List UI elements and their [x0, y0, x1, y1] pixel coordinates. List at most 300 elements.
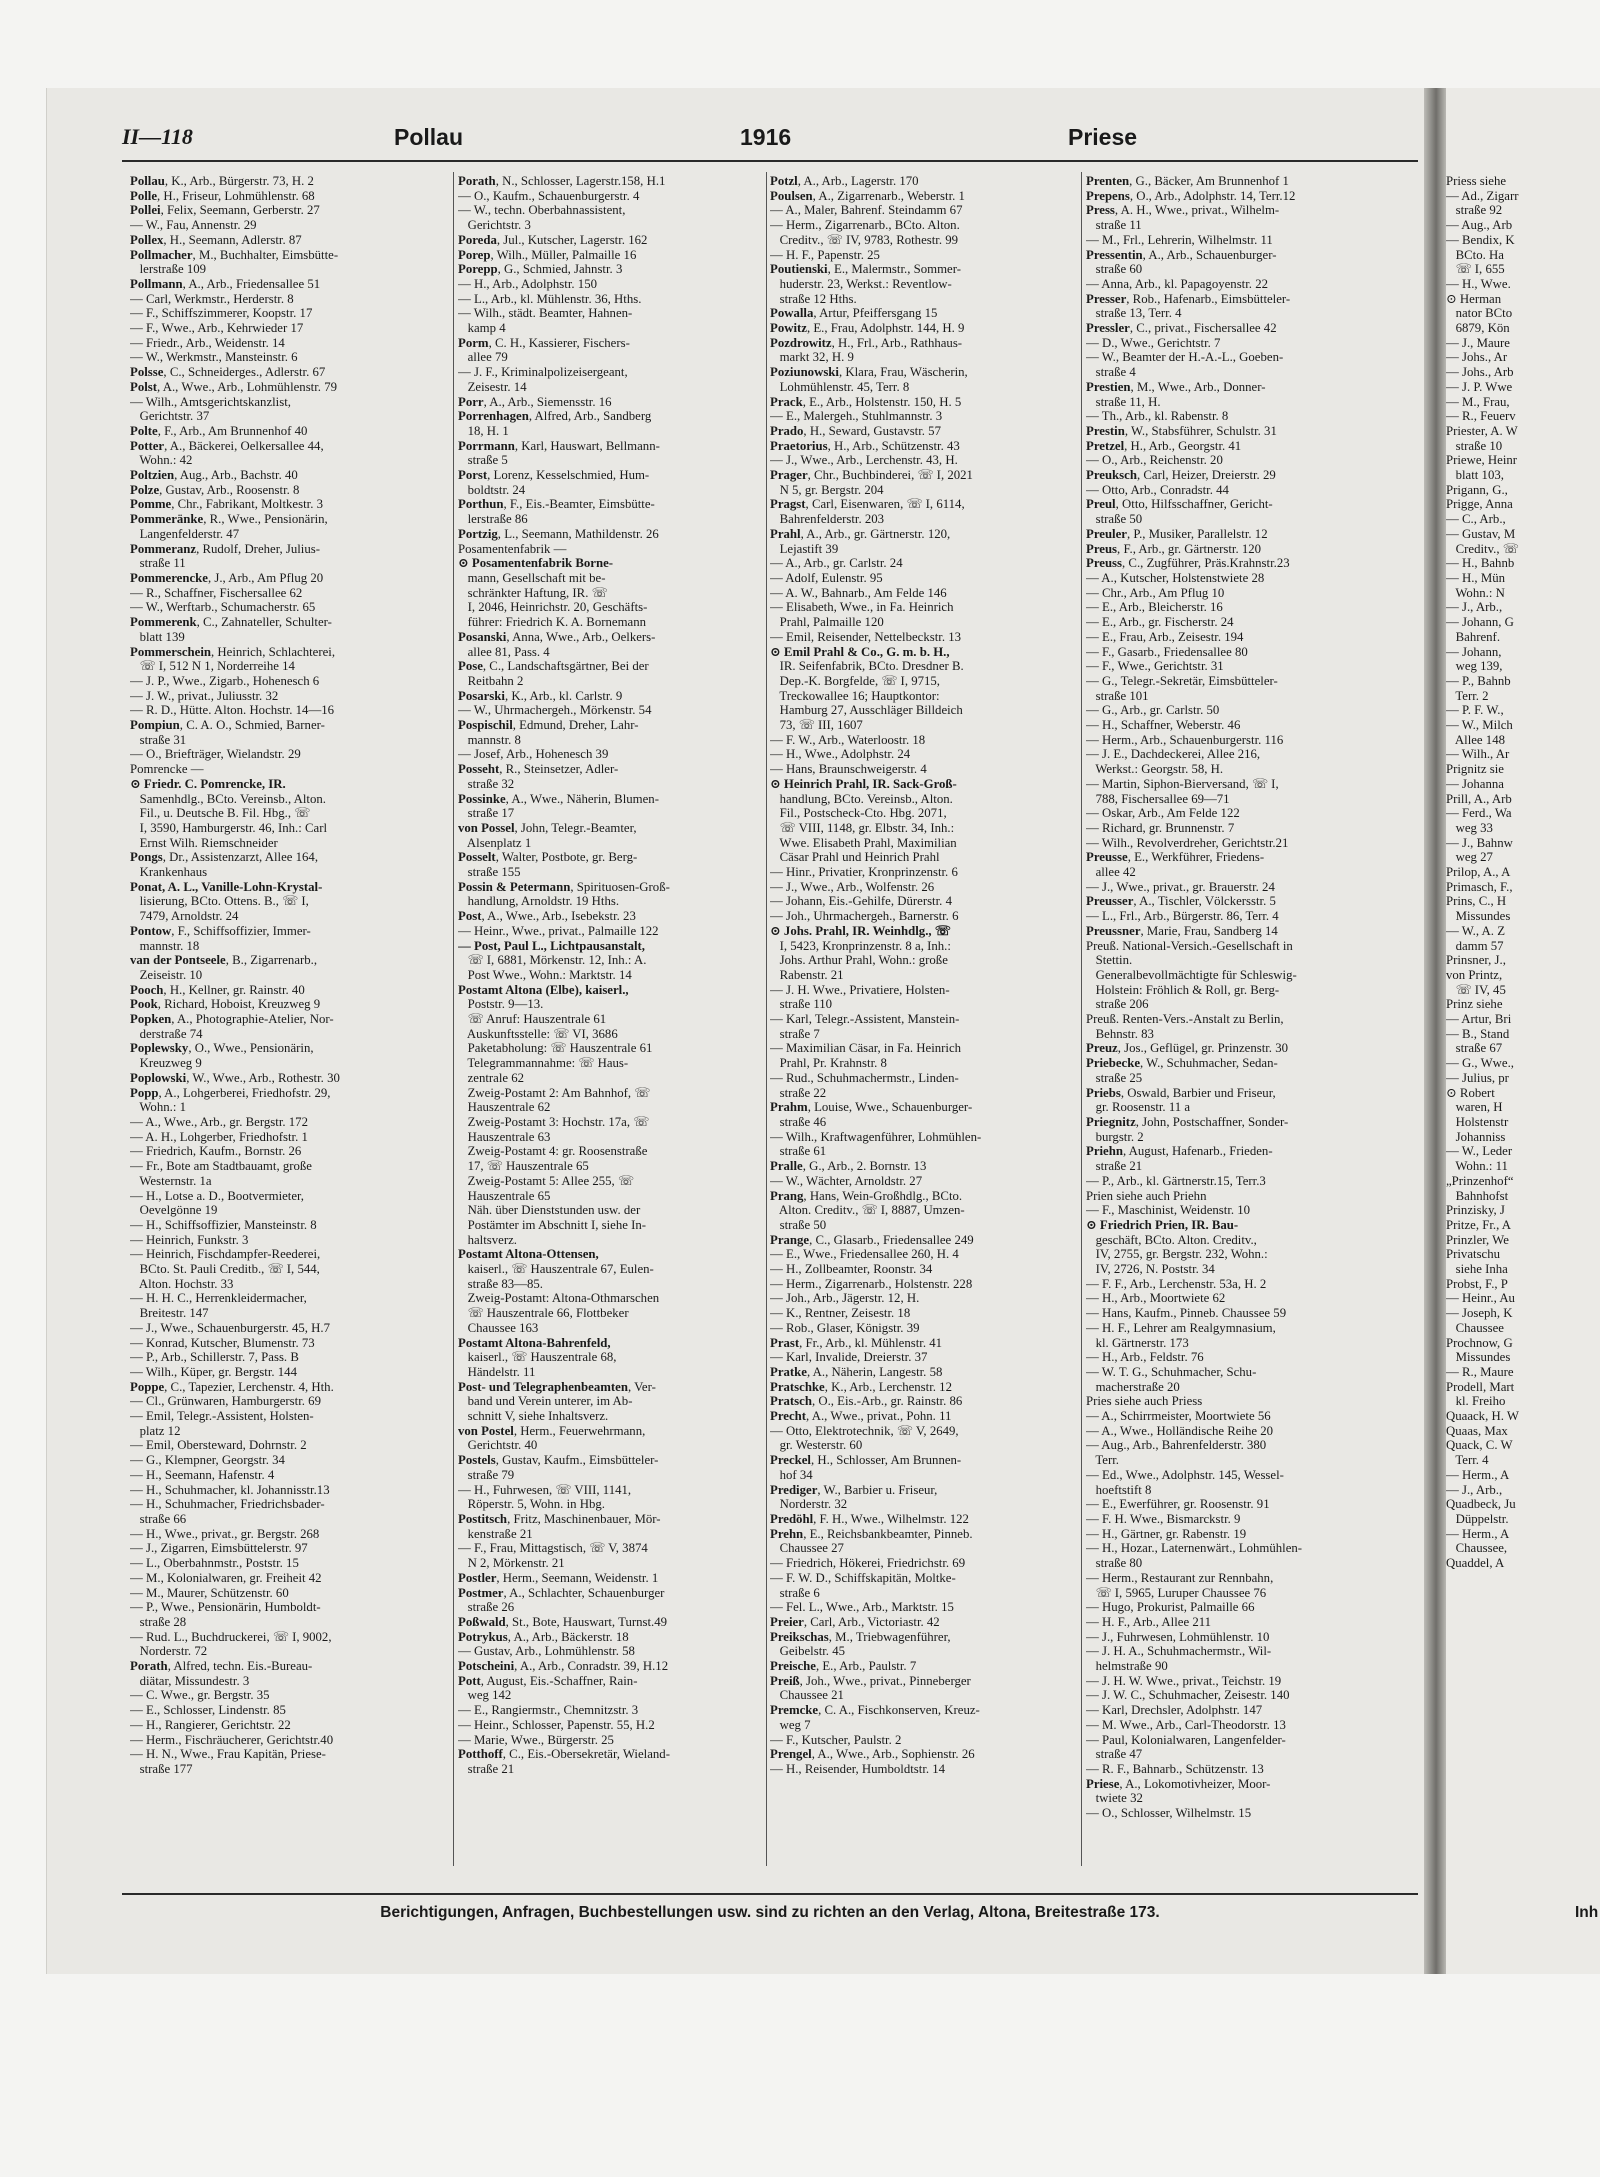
directory-entry: — W., Leder	[1446, 1144, 1513, 1159]
directory-entry: Johanniss	[1446, 1129, 1506, 1144]
directory-entry: straße 155	[458, 865, 521, 880]
directory-entry: — H., Arb., Feldstr. 76	[1086, 1350, 1204, 1365]
directory-entry: — J. E., Dachdeckerei, Allee 216,	[1086, 747, 1261, 762]
directory-entry: Pommerenk, C., Zahnateller, Schulter-	[130, 615, 332, 630]
directory-entry: Pommeranz, Rudolf, Dreher, Julius-	[130, 541, 320, 556]
directory-entry: Röperstr. 5, Wohn. in Hbg.	[458, 1497, 605, 1512]
directory-entry: Polle, H., Friseur, Lohmühlenstr. 68	[130, 188, 315, 203]
directory-entry: Post, A., Wwe., Arb., Isebekstr. 23	[458, 909, 636, 924]
directory-entry: — F. F., Arb., Lerchenstr. 53a, H. 2	[1086, 1276, 1267, 1291]
directory-entry: Zweig-Postamt: Altona-Othmarschen	[458, 1291, 660, 1306]
directory-entry: — R. F., Bahnarb., Schützenstr. 13	[1086, 1761, 1264, 1776]
directory-entry: Postamt Altona (Elbe), kaiserl.,	[458, 982, 629, 997]
directory-entry: — H. F., Papenstr. 25	[770, 247, 880, 262]
column-divider	[453, 172, 454, 1866]
directory-entry: — Ferd., Wa	[1446, 806, 1512, 821]
directory-entry: lerstraße 109	[130, 262, 207, 277]
directory-entry: Praetorius, H., Arb., Schützenstr. 43	[770, 438, 960, 453]
directory-entry: — H. H. C., Herrenkleidermacher,	[130, 1291, 307, 1306]
directory-entry: — F., Frau, Mittagstisch, ☏ V, 3874	[458, 1541, 648, 1556]
directory-entry: Posanski, Anna, Wwe., Arb., Oelkers-	[458, 629, 656, 644]
directory-entry: Wohn.: 1	[130, 1100, 186, 1115]
facing-page-column	[1446, 174, 1599, 1974]
directory-entry: — Johann, Eis.-Gehilfe, Dürerstr. 4	[770, 894, 952, 909]
directory-entry: — J., Wwe., Arb., Wolfenstr. 26	[770, 879, 935, 894]
directory-entry: ⊙ Posamentenfabrik Borne-	[458, 556, 614, 571]
directory-entry: Stettin.	[1086, 953, 1133, 968]
directory-entry: Prinz siehe	[1446, 997, 1503, 1012]
directory-entry: Johs. Arthur Prahl, Wohn.: große	[770, 953, 948, 968]
directory-entry: weg 139,	[1446, 659, 1503, 674]
directory-entry: — Aug., Arb	[1446, 218, 1513, 233]
directory-entry: Düppelstr.	[1446, 1511, 1509, 1526]
directory-entry: Porst, Lorenz, Kesselschmied, Hum-	[458, 468, 650, 483]
directory-entry: Treckowallee 16; Hauptkontor:	[770, 688, 940, 703]
directory-entry: straße 46	[770, 1115, 827, 1129]
directory-entry: Norderstr. 32	[770, 1497, 848, 1512]
directory-entry: — Johs., Ar	[1446, 350, 1508, 365]
directory-entry: Postämter im Abschnitt I, siehe In-	[458, 1217, 647, 1232]
directory-entry: — Hinr., Privatier, Kronprinzenstr. 6	[770, 865, 958, 880]
directory-entry: Creditv., ☏ IV, 9783, Rothestr. 99	[770, 232, 959, 247]
directory-entry: — Wilh., städt. Beamter, Hahnen-	[458, 306, 633, 321]
directory-entry: von Possel, John, Telegr.-Beamter,	[458, 820, 637, 835]
directory-entry: Wwe. Elisabeth Prahl, Maximilian	[770, 835, 957, 850]
directory-entry: — W., Werftarb., Schumacherstr. 65	[130, 600, 316, 615]
directory-entry: Porr, A., Arb., Siemensstr. 16	[458, 394, 612, 409]
directory-entry: — J., Wwe., privat., gr. Brauerstr. 24	[1086, 879, 1275, 894]
directory-entry: Priegnitz, John, Postschaffner, Sonder-	[1086, 1115, 1289, 1129]
directory-entry: Auskunftsstelle: ☏ VI, 3686	[458, 1026, 618, 1041]
directory-entry: Popp, A., Lohgerberei, Friedhofstr. 29,	[130, 1085, 331, 1100]
directory-entry: Händelstr. 11	[458, 1364, 536, 1379]
directory-entry: — W., Uhrmachergeh., Mörkenstr. 54	[458, 703, 652, 718]
directory-entry: Pontow, F., Schiffsoffizier, Immer-	[130, 923, 311, 938]
directory-entry: — P. F. W.,	[1446, 703, 1504, 718]
directory-entry: — G., Telegr.-Sekretär, Eimsbütteler-	[1086, 673, 1278, 688]
directory-entry: kaiserl., ☏ Hauszentrale 67, Eulen-	[458, 1262, 654, 1277]
directory-entry: twiete 32	[1086, 1791, 1143, 1806]
directory-entry: straße 79	[458, 1467, 515, 1482]
directory-entry: Hamburg 27, Ausschläger Billdeich	[770, 703, 963, 718]
directory-entry: Porthun, F., Eis.-Beamter, Eimsbütte-	[458, 497, 655, 512]
directory-entry: straße 4	[1086, 365, 1136, 380]
directory-entry: Porm, C. H., Kassierer, Fischers-	[458, 335, 630, 350]
directory-entry: I, 5423, Kronprinzenstr. 8 a, Inh.:	[770, 938, 951, 953]
directory-entry: — Adolf, Eulenstr. 95	[770, 570, 883, 585]
directory-entry: Preuler, P., Musiker, Parallelstr. 12	[1086, 526, 1268, 541]
directory-entry: — B., Stand	[1446, 1026, 1510, 1041]
header-first-word: Pollau	[394, 124, 464, 150]
directory-entry: Ernst Wilh. Riemschneider	[130, 835, 278, 850]
directory-entry: Holstenstr	[1446, 1115, 1509, 1129]
directory-entry: — Konrad, Kutscher, Blumenstr. 73	[130, 1335, 315, 1350]
directory-entry: Prediger, W., Barbier u. Friseur,	[770, 1482, 938, 1497]
directory-entry: Potscheini, A., Arb., Conradstr. 39, H.12	[458, 1659, 669, 1674]
directory-entry: — H., Gärtner, gr. Rabenstr. 19	[1086, 1526, 1247, 1541]
directory-entry: gr. Roosenstr. 11 a	[1086, 1100, 1191, 1115]
directory-entry: Priester, A. W	[1446, 423, 1518, 438]
directory-entry: Creditv., ☏	[1446, 541, 1519, 556]
directory-entry: Kreuzweg 9	[130, 1056, 202, 1071]
directory-entry: ☏ IV, 45	[1446, 982, 1506, 997]
book-gutter	[1424, 88, 1446, 1974]
directory-entry: — Fr., Bote am Stadtbauamt, große	[130, 1159, 312, 1174]
directory-entry: — J. F., Kriminalpolizeisergeant,	[458, 365, 628, 380]
directory-entry: Prigann, G.,	[1446, 482, 1508, 497]
directory-entry: ☏ I, 512 N 1, Norderreihe 14	[130, 659, 295, 674]
directory-entry: — W. T. G., Schuhmacher, Schu-	[1086, 1364, 1257, 1379]
directory-entry: Poplowski, W., Wwe., Arb., Rothestr. 30	[130, 1070, 340, 1085]
directory-entry: Pretzel, H., Arb., Georgstr. 41	[1086, 438, 1242, 453]
directory-entry: — J., Arb.,	[1446, 1482, 1503, 1497]
directory-entry: — A. H., Lohgerber, Friedhofstr. 1	[130, 1129, 308, 1144]
directory-entry: straße 50	[770, 1217, 827, 1232]
directory-entry: — Karl, Telegr.-Assistent, Manstein-	[770, 1012, 960, 1027]
directory-entry: Missundes	[1446, 1350, 1511, 1365]
directory-entry: straße 5	[458, 453, 508, 468]
directory-entry: — E., Wwe., Friedensallee 260, H. 4	[770, 1247, 959, 1262]
directory-entry: — Joh., Arb., Jägerstr. 12, H.	[770, 1291, 920, 1306]
directory-entry: — Karl, Invalide, Dreierstr. 37	[770, 1350, 928, 1365]
directory-column-1	[130, 174, 450, 1866]
directory-entry: Pott, August, Eis.-Schaffner, Rain-	[458, 1673, 638, 1688]
directory-entry: Polsse, C., Schneiderges., Adlerstr. 67	[130, 365, 326, 380]
directory-entry: Gerichtstr. 3	[458, 218, 531, 233]
directory-entry: — E., Arb., gr. Fischerstr. 24	[1086, 615, 1234, 630]
directory-entry: Potter, A., Bäckerei, Oelkersallee 44,	[130, 438, 324, 453]
directory-entry: Breitestr. 147	[130, 1306, 209, 1321]
directory-entry: — Paul, Kolonialwaren, Langenfelder-	[1086, 1732, 1286, 1747]
directory-entry: Pozdrowitz, H., Frl., Arb., Rathhaus-	[770, 335, 963, 350]
directory-entry: Polte, F., Arb., Am Brunnenhof 40	[130, 423, 308, 438]
directory-entry: Primasch, F.,	[1446, 879, 1513, 894]
directory-entry: — J., Maure	[1446, 335, 1510, 350]
directory-entry: straße 101	[1086, 688, 1149, 703]
directory-entry: BCto. St. Pauli Creditb., ☏ I, 544,	[130, 1262, 320, 1277]
directory-entry: — Friedr., Arb., Weidenstr. 14	[130, 335, 285, 350]
directory-entry: — H., Wwe., privat., gr. Bergstr. 268	[130, 1526, 320, 1541]
directory-entry: Priese, A., Lokomotivheizer, Moor-	[1086, 1776, 1271, 1791]
directory-entry: Poßwald, St., Bote, Hauswart, Turnst.49	[458, 1614, 668, 1629]
directory-entry: Telegrammannahme: ☏ Haus-	[458, 1056, 629, 1071]
directory-entry: Prager, Chr., Buchbinderei, ☏ I, 2021	[770, 468, 973, 483]
directory-entry: Postler, Herm., Seemann, Weidenstr. 1	[458, 1570, 659, 1585]
directory-entry: 18, H. 1	[458, 423, 509, 438]
directory-entry: Oevelgönne 19	[130, 1203, 218, 1218]
directory-entry: Zweig-Postamt 5: Allee 255, ☏	[458, 1173, 634, 1188]
directory-entry: boldtstr. 24	[458, 482, 526, 497]
directory-entry: — Herm., Zigarrenarb., Holstenstr. 228	[770, 1276, 973, 1291]
directory-entry: — Elisabeth, Wwe., in Fa. Heinrich	[770, 600, 954, 615]
directory-entry: — H., Schaffner, Weberstr. 46	[1086, 718, 1241, 733]
directory-entry: Privatschu	[1446, 1247, 1501, 1262]
directory-entry: — Anna, Arb., kl. Papagoyenstr. 22	[1086, 276, 1268, 291]
directory-entry: Lejastift 39	[770, 541, 839, 556]
directory-entry: Poplewsky, O., Wwe., Pensionärin,	[130, 1041, 314, 1056]
directory-entry: Poulsen, A., Zigarrenarb., Weberstr. 1	[770, 188, 965, 203]
directory-entry: Priess siehe	[1446, 174, 1507, 188]
directory-entry: ☏ Anruf: Hauszentrale 61	[458, 1012, 607, 1027]
directory-entry: — F., Wwe., Gerichtstr. 31	[1086, 659, 1224, 674]
directory-entry: allee 81, Pass. 4	[458, 644, 550, 659]
directory-entry: Prill, A., Arb	[1446, 791, 1512, 806]
directory-entry: Posarski, K., Arb., kl. Carlstr. 9	[458, 688, 623, 703]
directory-entry: Poutienski, E., Malermstr., Sommer-	[770, 262, 961, 277]
directory-entry: — Aug., Arb., Bahrenfelderstr. 380	[1086, 1438, 1267, 1453]
facing-page-fragment	[1446, 88, 1600, 1974]
directory-entry: — Martin, Siphon-Bierversand, ☏ I,	[1086, 776, 1279, 791]
directory-entry: Lohmühlenstr. 45, Terr. 8	[770, 379, 910, 394]
directory-entry: Poziunowski, Klara, Frau, Wäscherin,	[770, 365, 968, 380]
directory-entry: siehe Inha	[1446, 1262, 1508, 1277]
directory-entry: Ponat, A. L., Vanille-Lohn-Krystal-	[130, 879, 323, 894]
directory-entry: — H., Schiffsoffizier, Mansteinstr. 8	[130, 1217, 317, 1232]
directory-entry: Priebecke, W., Schuhmacher, Sedan-	[1086, 1056, 1278, 1071]
directory-entry: Prestin, W., Stabsführer, Schulstr. 31	[1086, 423, 1277, 438]
directory-entry: — P., Wwe., Pensionärin, Humboldt-	[130, 1600, 321, 1615]
directory-entry: van der Pontseele, B., Zigarrenarb.,	[130, 953, 318, 968]
directory-entry: — Johann,	[1446, 644, 1502, 659]
directory-entry: Prack, E., Arb., Holstenstr. 150, H. 5	[770, 394, 962, 409]
directory-entry: — H. F., Arb., Allee 211	[1086, 1614, 1212, 1629]
directory-entry: — Herm., A	[1446, 1467, 1510, 1482]
directory-entry: — Rud., Schuhmachermstr., Linden-	[770, 1070, 959, 1085]
directory-entry: Powitz, E., Frau, Adolphstr. 144, H. 9	[770, 321, 965, 336]
directory-entry: N 2, Mörkenstr. 21	[458, 1556, 565, 1571]
directory-entry: Gerichtstr. 40	[458, 1438, 538, 1453]
directory-entry: Priebs, Oswald, Barbier und Friseur,	[1086, 1085, 1276, 1100]
directory-entry: Pragst, Carl, Eisenwaren, ☏ I, 6114,	[770, 497, 965, 512]
header-year: 1916	[740, 124, 792, 150]
directory-entry: Preische, E., Arb., Paulstr. 7	[770, 1659, 917, 1674]
directory-entry: Possin & Petermann, Spirituosen-Groß-	[458, 879, 670, 894]
directory-entry: Alsenplatz 1	[458, 835, 532, 850]
directory-entry: — H., Bahnb	[1446, 556, 1515, 571]
directory-entry: Prinzisky, J	[1446, 1203, 1505, 1218]
directory-entry: BCto. Ha	[1446, 247, 1504, 262]
directory-entry: Probst, F., P	[1446, 1276, 1508, 1291]
directory-entry: — Cl., Grünwaren, Hamburgerstr. 69	[130, 1394, 321, 1409]
directory-entry: Prado, H., Seward, Gustavstr. 57	[770, 423, 941, 438]
directory-entry: Pritze, Fr., A	[1446, 1217, 1512, 1232]
directory-entry: platz 12	[130, 1423, 181, 1438]
directory-entry: straße 13, Terr. 4	[1086, 306, 1182, 321]
directory-entry: Prilop, A., A	[1446, 865, 1511, 880]
directory-entry: Poltzien, Aug., Arb., Bachstr. 40	[130, 468, 298, 483]
directory-entry: ☏ Hauszentrale 66, Flottbeker	[458, 1306, 629, 1321]
directory-entry: — Ad., Zigarr	[1446, 188, 1519, 203]
directory-entry: — Hans, Kaufm., Pinneb. Chaussee 59	[1086, 1306, 1287, 1321]
directory-entry: — Heinr., Au	[1446, 1291, 1515, 1306]
directory-entry: — Friedrich, Kaufm., Bornstr. 26	[130, 1144, 302, 1159]
directory-entry: blatt 103,	[1446, 468, 1504, 483]
directory-entry: Behnstr. 83	[1086, 1026, 1154, 1041]
directory-entry: band und Verein unterer, im Ab-	[458, 1394, 633, 1409]
directory-entry: Dep.-K. Borgfelde, ☏ I, 9715,	[770, 673, 941, 688]
directory-entry: 788, Fischersallee 69—71	[1086, 791, 1230, 806]
directory-entry: — Josef, Arb., Hohenesch 39	[458, 747, 609, 762]
directory-entry: straße 110	[770, 997, 833, 1012]
directory-entry: Werkst.: Georgstr. 58, H.	[1086, 762, 1224, 777]
directory-entry: — Friedrich, Hökerei, Friedrichstr. 69	[770, 1556, 966, 1571]
directory-entry: ⊙ Herman	[1446, 291, 1502, 306]
directory-entry: — Wilh., Küper, gr. Bergstr. 144	[130, 1364, 297, 1379]
directory-entry: Potrykus, A., Arb., Bäckerstr. 18	[458, 1629, 629, 1644]
directory-entry: Poststr. 9—13.	[458, 997, 544, 1012]
directory-entry: Prepens, O., Arb., Adolphstr. 14, Terr.12	[1086, 188, 1296, 203]
directory-entry: zentrale 62	[458, 1070, 525, 1085]
directory-entry: burgstr. 2	[1086, 1129, 1144, 1144]
directory-entry: Portzig, L., Seemann, Mathildenstr. 26	[458, 526, 659, 541]
directory-entry: straße 17	[458, 806, 515, 821]
directory-entry: — H. F., Lehrer am Realgymnasium,	[1086, 1320, 1276, 1335]
directory-entry: straße 61	[770, 1144, 827, 1159]
directory-entry: — E., Frau, Arb., Zeisestr. 194	[1086, 629, 1244, 644]
directory-entry: ⊙ Heinrich Prahl, IR. Sack-Groß-	[770, 776, 957, 791]
directory-entry: Geibelstr. 45	[770, 1644, 845, 1659]
directory-entry: Preckel, H., Schlosser, Am Brunnen-	[770, 1453, 962, 1468]
directory-entry: weg 142	[458, 1688, 512, 1703]
directory-entry: Paketabholung: ☏ Hauszentrale 61	[458, 1041, 653, 1056]
directory-entry: — J., Zigarren, Eimsbüttelerstr. 97	[130, 1541, 308, 1556]
directory-entry: Pressler, C., privat., Fischersallee 42	[1086, 321, 1277, 336]
directory-entry: — F., Wwe., Arb., Kehrwieder 17	[130, 321, 304, 336]
directory-entry: Pommerschein, Heinrich, Schlachterei,	[130, 644, 336, 659]
directory-entry: Preus, F., Arb., gr. Gärtnerstr. 120	[1086, 541, 1262, 556]
directory-entry: Post Wwe., Wohn.: Marktstr. 14	[458, 967, 632, 982]
directory-entry: — H., Zollbeamter, Roonstr. 34	[770, 1262, 933, 1277]
directory-entry: — Hugo, Prokurist, Palmaille 66	[1086, 1600, 1255, 1615]
directory-entry: Preuss, C., Zugführer, Präs.Krahnstr.23	[1086, 556, 1290, 571]
directory-entry: — Th., Arb., kl. Rabenstr. 8	[1086, 409, 1229, 424]
directory-entry: Preussner, Marie, Frau, Sandberg 14	[1086, 923, 1278, 938]
directory-entry: — M., Frau,	[1446, 394, 1510, 409]
directory-entry: Prignitz sie	[1446, 762, 1504, 777]
directory-entry: I, 3590, Hamburgerstr. 46, Inh.: Carl	[130, 820, 328, 835]
directory-entry: — O., Arb., Reichenstr. 20	[1086, 453, 1223, 468]
directory-entry: Prigge, Anna	[1446, 497, 1513, 512]
directory-entry: Prahl, A., Arb., gr. Gärtnerstr. 120,	[770, 526, 951, 541]
directory-entry: Pries siehe auch Priess	[1086, 1394, 1203, 1409]
directory-entry: straße 60	[1086, 262, 1143, 277]
directory-entry: 17, ☏ Hauszentrale 65	[458, 1159, 589, 1174]
directory-entry: Wohn.: 42	[130, 453, 193, 468]
directory-entry: — Rud. L., Buchdruckerei, ☏ I, 9002,	[130, 1629, 332, 1644]
directory-entry: 6879, Kön	[1446, 321, 1510, 336]
directory-entry: Quack, C. W	[1446, 1438, 1513, 1453]
directory-entry: straße 12 Hths.	[770, 291, 857, 306]
directory-entry: Zeisestr. 14	[458, 379, 527, 394]
directory-entry: — Post, Paul L., Lichtpausanstalt,	[458, 938, 646, 953]
directory-entry: — Wilh., Ar	[1446, 747, 1510, 762]
directory-entry: Chaussee 21	[770, 1688, 844, 1703]
directory-entry: Posamentenfabrik —	[458, 541, 567, 556]
directory-entry: Zweig-Postamt 3: Hochstr. 17a, ☏	[458, 1115, 650, 1129]
directory-entry: — A., Kutscher, Holstenstwiete 28	[1086, 570, 1265, 585]
directory-entry: Preusser, A., Tischler, Völckersstr. 5	[1086, 894, 1276, 909]
directory-entry: — Herm., Arb., Schauenburgerstr. 116	[1086, 732, 1284, 747]
directory-entry: — Otto, Elektrotechnik, ☏ V, 2649,	[770, 1423, 959, 1438]
directory-entry: Allee 148	[1446, 732, 1505, 747]
directory-entry: Posseht, R., Steinsetzer, Adler-	[458, 762, 619, 777]
directory-entry: straße 31	[130, 732, 187, 747]
directory-entry: führer: Friedrich K. A. Bornemann	[458, 615, 646, 630]
directory-entry: Priewe, Heinr	[1446, 453, 1518, 468]
directory-entry: Prange, C., Glasarb., Friedensallee 249	[770, 1232, 974, 1247]
directory-entry: Prengel, A., Wwe., Arb., Sophienstr. 26	[770, 1747, 975, 1762]
directory-entry: straße 66	[130, 1511, 187, 1526]
directory-entry: Pratsch, O., Eis.-Arb., gr. Rainstr. 86	[770, 1394, 963, 1409]
directory-entry: Pongs, Dr., Assistenzarzt, Allee 164,	[130, 850, 319, 865]
directory-entry: kamp 4	[458, 321, 506, 336]
directory-entry: Pommeränke, R., Wwe., Pensionärin,	[130, 512, 328, 527]
directory-entry: — F., Kutscher, Paulstr. 2	[770, 1732, 902, 1747]
directory-entry: straße 26	[458, 1600, 515, 1615]
directory-entry: — J. W., privat., Juliusstr. 32	[130, 688, 279, 703]
directory-entry: — Julius, pr	[1446, 1070, 1509, 1085]
directory-entry: Pompiun, C. A. O., Schmied, Barner-	[130, 718, 325, 733]
directory-entry: ☏ I, 5965, Luruper Chaussee 76	[1086, 1585, 1267, 1600]
directory-entry: — Herm., Restaurant zur Rennbahn,	[1086, 1570, 1274, 1585]
directory-entry: damm 57	[1446, 938, 1504, 953]
header-rule	[122, 160, 1418, 162]
directory-entry: — H., Rangierer, Gerichtstr. 22	[130, 1717, 291, 1732]
directory-entry: — J., Wwe., Arb., Lerchenstr. 43, H.	[770, 453, 958, 468]
directory-entry: — C., Arb.,	[1446, 512, 1506, 527]
directory-entry: straße 11	[1086, 218, 1142, 233]
directory-entry: — Heinrich, Fischdampfer-Reederei,	[130, 1247, 321, 1262]
directory-entry: Missundes	[1446, 909, 1511, 924]
directory-entry: Pomme, Chr., Fabrikant, Moltkestr. 3	[130, 497, 324, 512]
directory-entry: Quadbeck, Ju	[1446, 1497, 1516, 1512]
directory-entry: Post- und Telegraphenbeamten, Ver-	[458, 1379, 656, 1394]
directory-entry: Pose, C., Landschaftsgärtner, Bei der	[458, 659, 649, 674]
directory-entry: straße 50	[1086, 512, 1143, 527]
directory-entry: — H., Schuhmacher, kl. Johannisstr.13	[130, 1482, 330, 1497]
directory-entry: — Carl, Werkmstr., Herderstr. 8	[130, 291, 294, 306]
directory-entry: Prahl, Pr. Krahnstr. 8	[770, 1056, 887, 1071]
directory-entry: 7479, Arnoldstr. 24	[130, 909, 239, 924]
directory-entry: — Heinr., Wwe., privat., Palmaille 122	[458, 923, 659, 938]
directory-entry: — J. H. W. Wwe., privat., Teichstr. 19	[1086, 1673, 1282, 1688]
directory-entry: mannstr. 8	[458, 732, 521, 747]
page-number: II—118	[122, 124, 193, 149]
directory-entry: Chaussee 27	[770, 1541, 844, 1556]
directory-entry: Possinke, A., Wwe., Näherin, Blumen-	[458, 791, 659, 806]
directory-entry: Langenfelderstr. 47	[130, 526, 240, 541]
directory-entry: — Heinrich, Funkstr. 3	[130, 1232, 249, 1247]
directory-entry: Postamt Altona-Ottensen,	[458, 1247, 599, 1262]
directory-entry: — W., Werkmstr., Mansteinstr. 6	[130, 350, 298, 365]
directory-entry: — H., Reisender, Humboldtstr. 14	[770, 1761, 946, 1776]
directory-entry: Pollei, Felix, Seemann, Gerberstr. 27	[130, 203, 320, 218]
directory-entry: Prehn, E., Reichsbankbeamter, Pinneb.	[770, 1526, 973, 1541]
directory-entry: Press, A. H., Wwe., privat., Wilhelm-	[1086, 203, 1280, 218]
directory-entry: Fil., Postscheck-Cto. Hbg. 2071,	[770, 806, 947, 821]
directory-entry: — R., Maure	[1446, 1364, 1514, 1379]
directory-entry: — Johann, G	[1446, 615, 1514, 630]
directory-entry: weg 7	[770, 1717, 811, 1732]
directory-entry: — O., Schlosser, Wilhelmstr. 15	[1086, 1806, 1252, 1821]
directory-entry: Prinzler, We	[1446, 1232, 1509, 1247]
directory-entry: diätar, Missundestr. 3	[130, 1673, 250, 1688]
directory-entry: Porath, Alfred, techn. Eis.-Bureau-	[130, 1659, 313, 1674]
directory-entry: hoeftstift 8	[1086, 1482, 1152, 1497]
directory-entry: — Johanna	[1446, 776, 1504, 791]
footer-notice: Berichtigungen, Anfragen, Buchbestellungen usw. sind zu richten an den Verlag, Altona, Breitestraße 173.	[380, 1904, 1160, 1921]
directory-entry: straße 21	[1086, 1159, 1143, 1174]
